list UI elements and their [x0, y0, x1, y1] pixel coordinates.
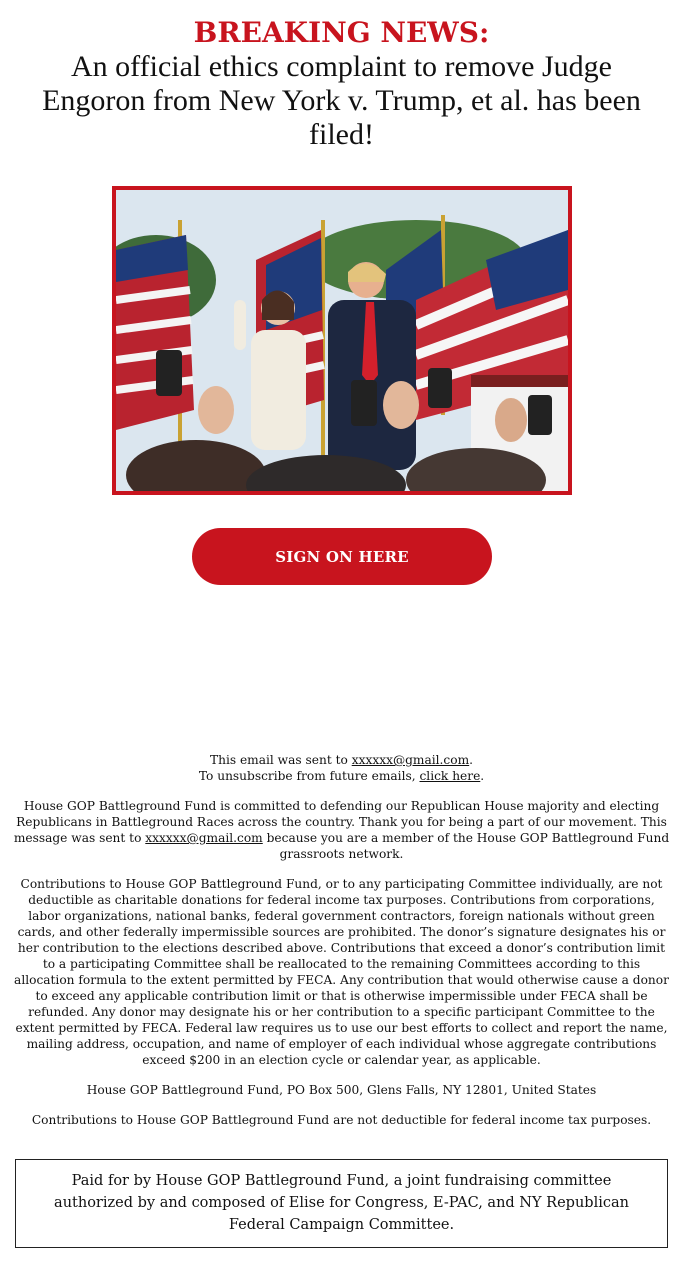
headline [0, 16, 683, 152]
rally-photo-image [116, 190, 568, 491]
headline-title: An official ethics complaint to remove Judge Engoron from New York v. Trump, et al. has been filed! [42, 50, 641, 151]
mailing-address: House GOP Battleground Fund, PO Box 500, Glens Falls, NY 12801, United States [86, 1083, 597, 1097]
committed-paragraph: House GOP Battleground Fund is committed to defending our Republican House majority and electing Republicans in Battleground Races across the country. Thank you for being a part of our movement. This message was sent to xxxxxx@gmail.com because you are a member of the House GOP Battleground Fund grassroots network. [13, 799, 670, 861]
not-deductible-notice: Contributions to House GOP Battleground Fund are not deductible for federal income tax purposes. [31, 1113, 652, 1127]
rally-photo[interactable] [112, 186, 572, 495]
sent-to-line: This email was sent to xxxxxx@gmail.com. [209, 753, 474, 767]
paid-for-box: Paid for by House GOP Battleground Fund, a joint fundraising committee authorized by and composed of Elise for Congress, E-PAC, and NY Republican Federal Campaign Committee. [15, 1159, 668, 1248]
member-email-link[interactable]: xxxxxx@gmail.com [145, 831, 263, 845]
legal-disclaimer: Contributions to House GOP Battleground Fund, or to any participating Committee individually, are not deductible as charitable donations for federal income tax purposes. Contributions from corporations, labor organizations, national banks, federal government contractors, foreign nationals without green cards, and other federally impermissible sources are prohibited. The donor’s signature designates his or her contribution to the elections described above. Contributions that exceed a donor’s contribution limit to a participating Committee shall be reallocated to the remaining Committees according to this allocation formula to the extent permitted by FECA. Any contribution that would otherwise cause a donor to exceed any applicable contribution limit or that is otherwise impermissible under FECA shall be refunded. Any donor may designate his or her contribution to a specific participant Committee to the extent permitted by FECA. Federal law requires us to use our best efforts to collect and report the name, mailing address, occupation, and name of employer of each individual whose aggregate contributions exceed $200 in an election cycle or calendar year, as applicable. [14, 877, 669, 1067]
sent-email-link[interactable]: xxxxxx@gmail.com [351, 753, 470, 767]
sign-on-here-button[interactable]: SIGN ON HERE [192, 528, 492, 585]
footer [12, 752, 671, 1128]
unsubscribe-line: To unsubscribe from future emails, click here. [198, 769, 485, 783]
breaking-news-kicker: BREAKING NEWS: [193, 16, 490, 49]
unsubscribe-link[interactable]: click here [419, 769, 481, 783]
